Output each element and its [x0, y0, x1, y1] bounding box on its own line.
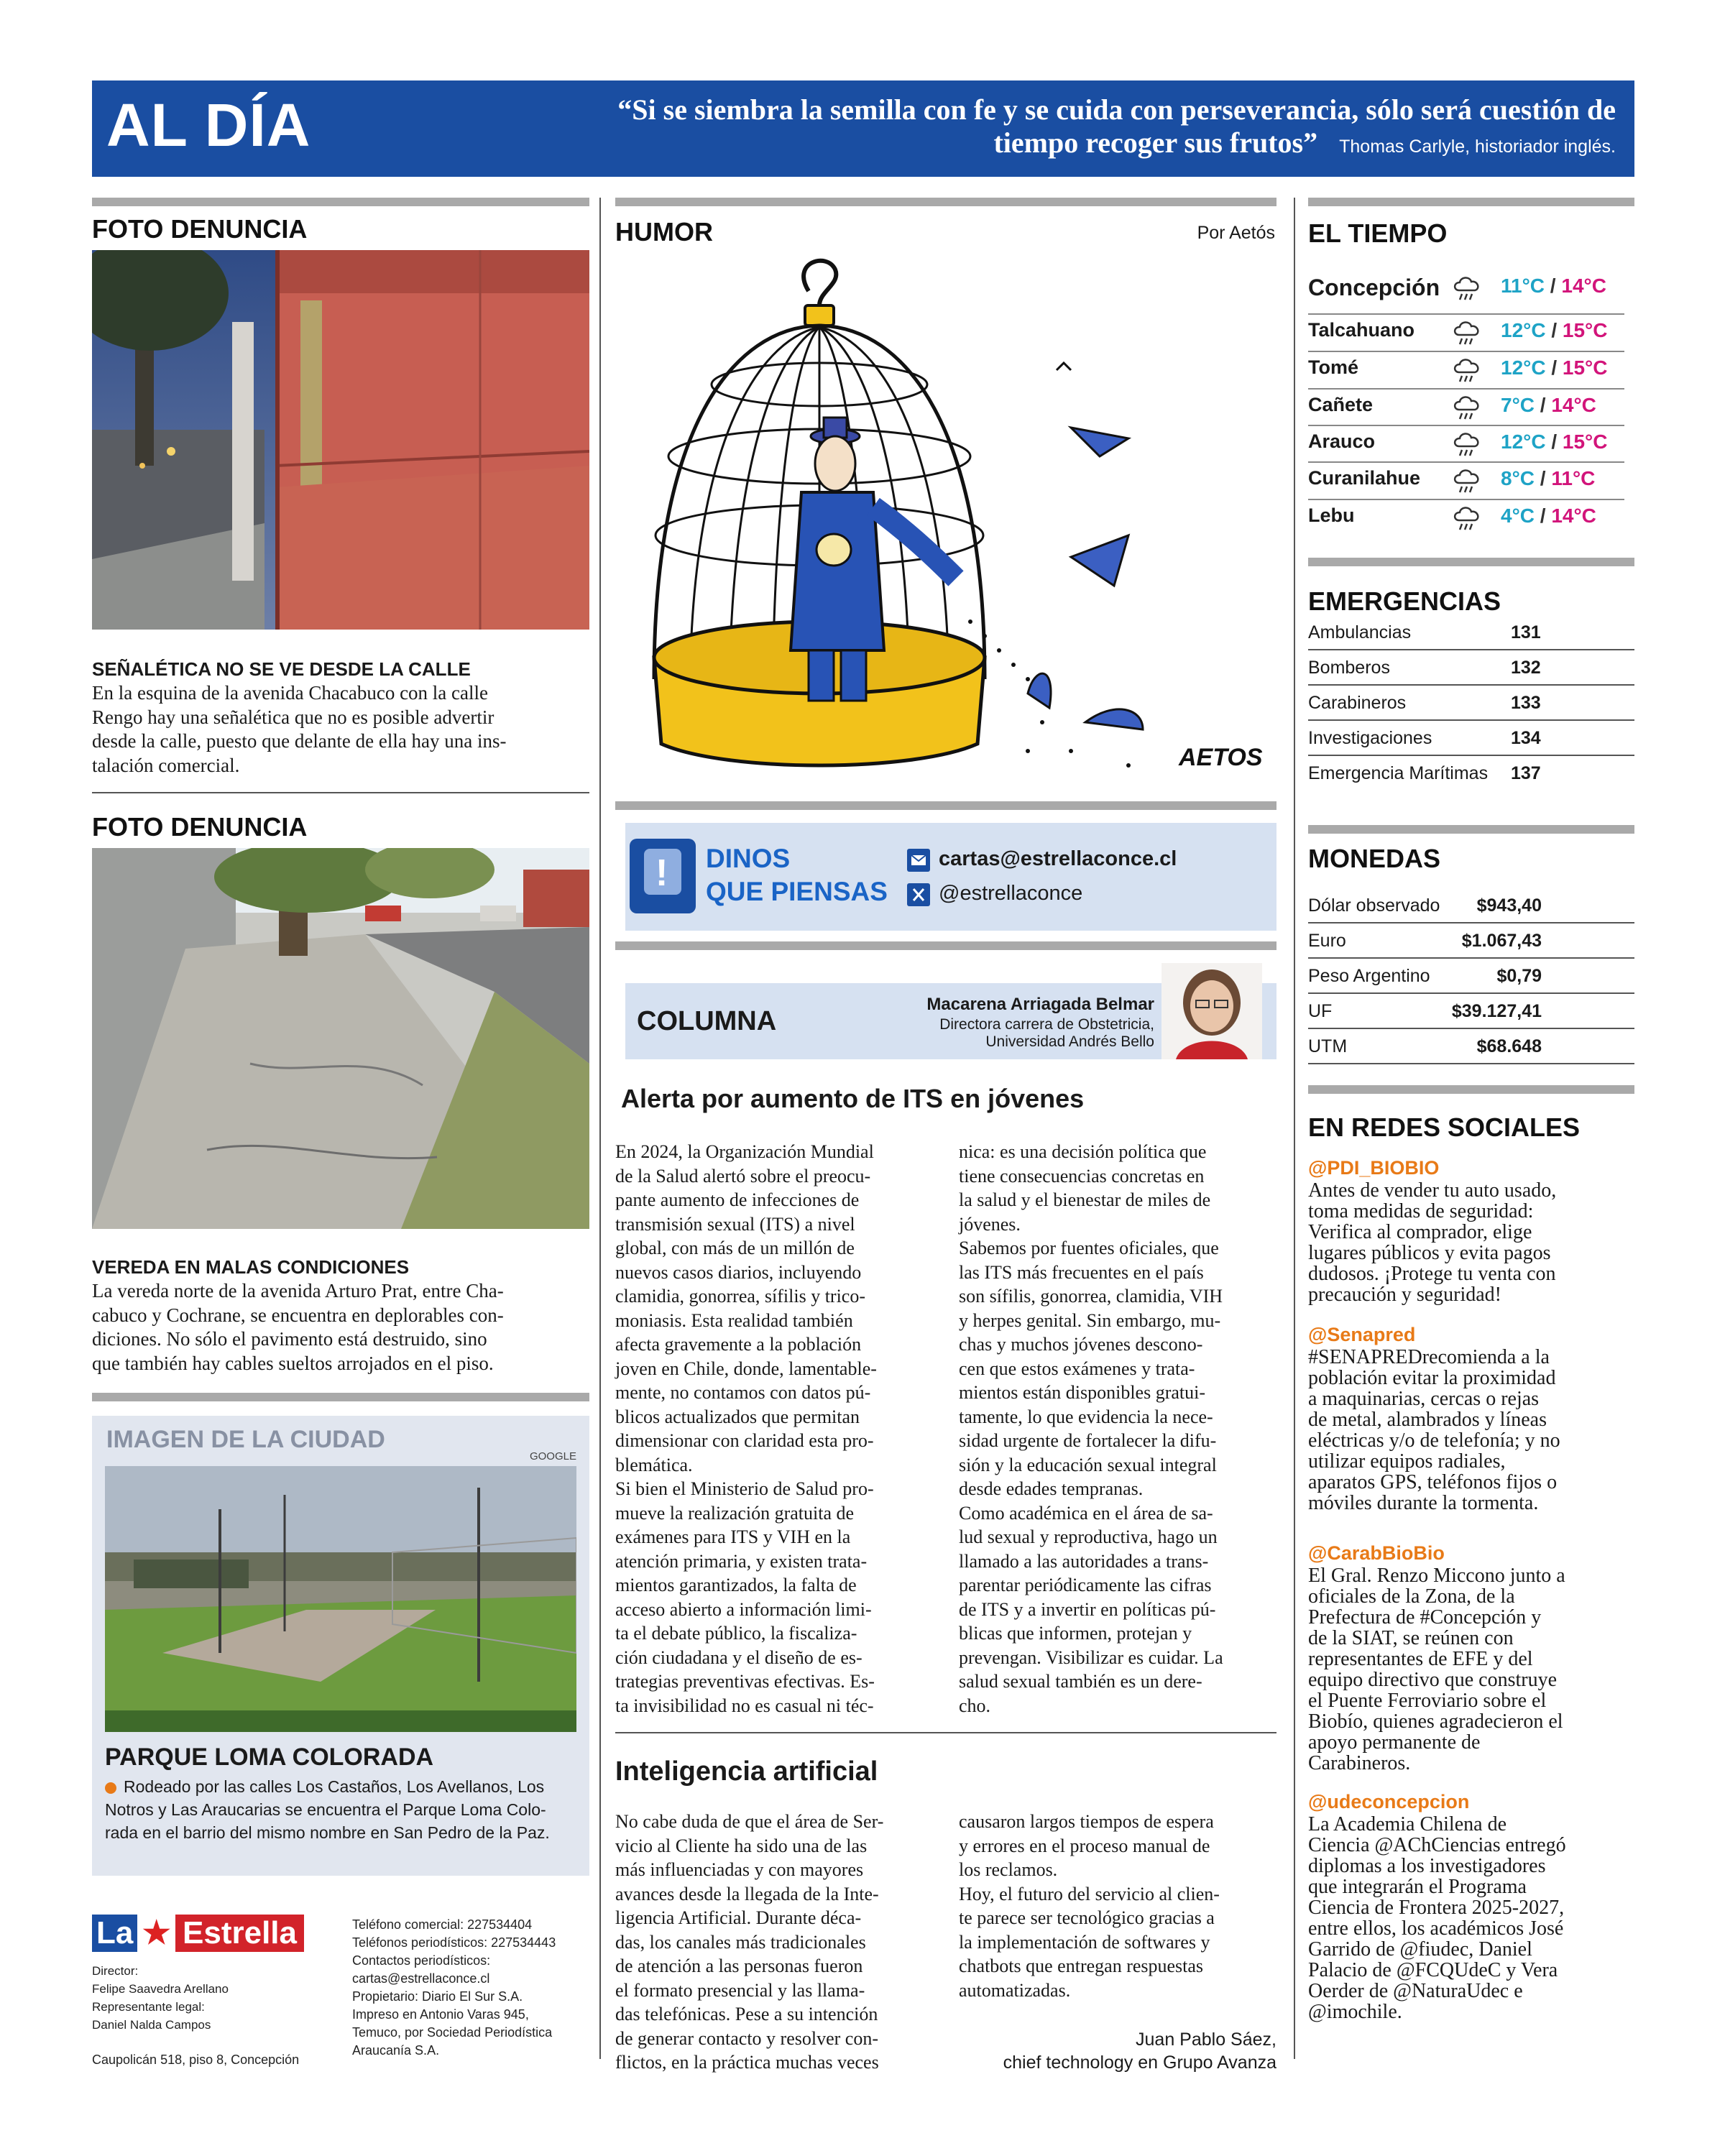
- divider: [615, 1732, 1276, 1733]
- column-text-col2: nica: es una decisión política que tiene consecuencias concretas en la salud y el bienestar de miles de jóvenes. Sabemos por fuentes oficiales, que las ITS más frecuentes en el país son sífilis, gonorrea, clamidia, VIH y herpes genital. Sin embargo, mu- chas y muchos jóvenes descono- cen que estos exámenes y trata- mientos están disponibles gratui- tamente, lo que evidencia la nece- sidad urgente de fortalecer la difu- sión y la educación sexual integral desde edades tempranas. Como académica en el área de sa- lud sexual y reproductiva, hago un llamado a las autoridades a trans- parentar periódicamente las cifras de ITS y a invertir en políticas pú- blicas que informen, protejan y prevengan. Visibilizar es cuidar. La salud sexual también es un dere- cho.: [959, 1141, 1223, 1716]
- row-divider: [1308, 755, 1634, 756]
- temp-max: 14°C: [1561, 275, 1606, 297]
- rain-cloud-icon: [1452, 392, 1484, 425]
- row-divider: [1308, 719, 1634, 721]
- cartoon-illustration: [625, 248, 1272, 780]
- temp-min: 12°C: [1501, 430, 1546, 453]
- column-rule: [1308, 825, 1634, 834]
- weather-temps: [1501, 356, 1607, 379]
- temp-separator: /: [1545, 275, 1562, 297]
- column-title: Alerta por aumento de ITS en jóvenes: [621, 1084, 1085, 1113]
- humor-heading: HUMOR: [615, 217, 713, 247]
- column-rule: [1308, 198, 1634, 206]
- photo-caption: La vereda norte de la avenida Arturo Prat, entre Cha- cabuco y Cochrane, se encuentra en deplorables con- diciones. No sólo el pavimento está destruido, sino que también hay cables sueltos arrojados en el piso.: [92, 1280, 504, 1374]
- columnist-name: Macarena Arriagada Belmar: [926, 995, 1154, 1014]
- temp-min: 11°C: [1501, 275, 1545, 297]
- emergency-service: Carabineros: [1308, 693, 1407, 713]
- star-icon: ★: [142, 1915, 171, 1950]
- column-rule: [1308, 1085, 1634, 1094]
- column-rule: [92, 1393, 589, 1401]
- currency-value: $943,40: [1476, 895, 1542, 916]
- emergency-number: 134: [1511, 728, 1541, 748]
- sidewalk-photo: [92, 848, 589, 1229]
- column-rule: [1308, 558, 1634, 566]
- row-divider: [1308, 922, 1634, 923]
- temp-separator: /: [1535, 467, 1552, 489]
- temp-min: 12°C: [1501, 356, 1546, 379]
- section-title: AL DÍA: [106, 91, 311, 159]
- redes-heading: EN REDES SOCIALES: [1308, 1112, 1581, 1142]
- column-rule: [92, 198, 589, 206]
- currency-value: $39.127,41: [1451, 1001, 1542, 1021]
- social-handle[interactable]: @udeconcepcion: [1308, 1791, 1470, 1812]
- quote-text: “Si se siembra la semilla con fe y se cuida con perseverancia, sólo será cuestión de tiempo recoger sus frutos”: [617, 93, 1616, 159]
- emergency-service: Bomberos: [1308, 658, 1390, 678]
- emergency-service: Investigaciones: [1308, 728, 1432, 748]
- emergency-number: 131: [1511, 622, 1541, 642]
- temp-min: 8°C: [1501, 467, 1535, 489]
- foto-denuncia-heading: FOTO DENUNCIA: [92, 214, 308, 244]
- social-handle[interactable]: @Senapred: [1308, 1324, 1416, 1345]
- column-rule: [615, 198, 1276, 206]
- temp-max: 14°C: [1551, 394, 1596, 416]
- letters-title-2: QUE PIENSAS: [706, 877, 888, 906]
- row-divider: [1308, 649, 1634, 650]
- temp-max: 11°C: [1551, 467, 1596, 489]
- weather-temps: [1501, 505, 1596, 528]
- row-divider: [1308, 499, 1624, 500]
- city-image-box: [92, 1416, 589, 1876]
- temp-min: 7°C: [1501, 394, 1535, 416]
- photo-caption: En la esquina de la avenida Chacabuco con la calle Rengo hay una señalética que no es posible advertir desde la calle, puesto que delante de ella hay una ins- talación comercial.: [92, 682, 507, 776]
- photo-headline: VEREDA EN MALAS CONDICIONES: [92, 1256, 410, 1278]
- currency-name: Peso Argentino: [1308, 966, 1430, 986]
- foto-denuncia-heading: FOTO DENUNCIA: [92, 812, 308, 842]
- letters-box: [625, 823, 1276, 931]
- weather-temps: [1501, 319, 1607, 342]
- weather-city-name: Lebu: [1308, 505, 1355, 526]
- temp-separator: /: [1545, 356, 1563, 379]
- column-text-col1: En 2024, la Organización Mundial de la Salud alertó sobre el preocu- pante aumento de infecciones de transmisión sexual (ITS) a nivel global, con más de un millón de nuevos casos diarios, incluyendo clamidia, gonorrea, sífilis y trico- moniasis. Esta realidad también afecta gravemente a la población joven en Chile, donde, lamentable- mente, no contamos con datos pú- blicos actualizados que permitan dimensionar con claridad esta pro- blemática. Si bien el Ministerio de Salud pro- mueve la realización gratuita de exámenes para ITS y VIH en la atención primaria, y existen trata- mientos garantizados, la falta de acceso abierto a información limi- ta el debate público, la fiscaliza- ción ciudadana y el diseño de es- trategias preventivas efectivas. Es- ta invisibilidad no es casual ni téc-: [615, 1141, 877, 1716]
- logo-estrella: Estrella: [175, 1915, 304, 1952]
- rain-cloud-icon: [1452, 503, 1484, 535]
- columnist-role-2: Universidad Andrés Bello: [985, 1033, 1154, 1050]
- logo-la: La: [92, 1915, 137, 1952]
- temp-min: 12°C: [1501, 319, 1546, 341]
- weather-temps: [1501, 394, 1596, 417]
- staff-info: Director: Felipe Saavedra Arellano Representante legal: Daniel Nalda Campos: [92, 1964, 229, 2032]
- currency-name: UTM: [1308, 1036, 1348, 1056]
- temp-max: 15°C: [1562, 319, 1608, 341]
- weather-city-name: Cañete: [1308, 394, 1374, 415]
- row-divider: [1308, 957, 1634, 959]
- letters-title-1: DINOS: [706, 844, 791, 873]
- row-divider: [1308, 684, 1634, 686]
- temp-separator: /: [1545, 319, 1563, 341]
- social-handle[interactable]: @PDI_BIOBIO: [1308, 1157, 1440, 1179]
- column-divider: [1294, 198, 1295, 2059]
- city-place-title: PARQUE LOMA COLORADA: [105, 1743, 434, 1771]
- columna-heading: COLUMNA: [637, 1006, 777, 1036]
- cartoon-signature: AETOS: [1179, 744, 1263, 771]
- temp-max: 14°C: [1551, 505, 1596, 527]
- emergency-number: 132: [1511, 658, 1541, 678]
- rain-cloud-icon: [1452, 429, 1484, 461]
- column-rule: [615, 801, 1276, 810]
- currency-name: UF: [1308, 1001, 1333, 1021]
- emergency-service: Emergencia Marítimas: [1308, 763, 1489, 783]
- emergency-number: 137: [1511, 763, 1541, 783]
- weather-city-name: Talcahuano: [1308, 319, 1415, 341]
- social-post-text: #SENAPREDrecomienda a la población evitar la proximidad a maquinarias, cercas o rejas de metal, alambrados y líneas eléctricas y/o de telefonía; y no utilizar equipos radiales, aparatos GPS, teléfonos fijos o móviles durante la tormenta.: [1308, 1346, 1560, 1514]
- email-icon: [907, 849, 930, 872]
- row-divider: [1308, 351, 1624, 352]
- x-twitter-icon: [907, 883, 930, 906]
- weather-city-name: Concepción: [1308, 275, 1440, 300]
- emergency-service: Ambulancias: [1308, 622, 1412, 642]
- temp-separator: /: [1535, 505, 1552, 527]
- temp-separator: /: [1535, 394, 1552, 416]
- row-divider: [1308, 425, 1624, 426]
- exclamation-icon: !: [630, 839, 696, 913]
- social-post-text: La Academia Chilena de Ciencia @AChCiencias entregó diplomas a los investigadores que integrarán el Programa Ciencia de Frontera 2025-2027, entre ellos, los académicos José Garrido de @fiudec, Daniel Palacio de @FCQUdeC y Vera Oerder de @NaturaUdec e @imochile.: [1308, 1813, 1566, 2023]
- ia-author: Juan Pablo Sáez,: [1136, 2030, 1276, 2050]
- row-divider: [1308, 388, 1624, 390]
- humor-byline: Por Aetós: [1197, 223, 1275, 243]
- currency-name: Dólar observado: [1308, 895, 1440, 916]
- temp-max: 15°C: [1562, 356, 1608, 379]
- rain-cloud-icon: [1452, 318, 1484, 350]
- divider: [92, 792, 589, 793]
- contact-info: Teléfono comercial: 227534404 Teléfonos periodísticos: 227534443 Contactos periodísticos: cartas@estrellaconce.cl Propietario: Diario El Sur S.A. Impreso en Antonio Varas 945, Temuco, por Sociedad Periodística Araucanía S.A.: [352, 1917, 556, 2058]
- temp-min: 4°C: [1501, 505, 1535, 527]
- emergencias-heading: EMERGENCIAS: [1308, 586, 1501, 616]
- monedas-heading: MONEDAS: [1308, 844, 1441, 873]
- rain-cloud-icon: [1452, 466, 1484, 498]
- row-divider: [1308, 461, 1624, 463]
- quote-author: Thomas Carlyle, historiador inglés.: [1339, 137, 1616, 157]
- currency-value: $0,79: [1496, 966, 1542, 986]
- address: Caupolicán 518, piso 8, Concepción: [92, 2053, 300, 2067]
- rain-cloud-icon: [1452, 273, 1484, 305]
- emergency-number: 133: [1511, 693, 1541, 713]
- photo-credit: GOOGLE: [529, 1450, 576, 1462]
- letters-email[interactable]: cartas@estrellaconce.cl: [939, 847, 1177, 870]
- social-handle[interactable]: @CarabBioBio: [1308, 1542, 1445, 1564]
- photo-headline: SEÑALÉTICA NO SE VE DESDE LA CALLE: [92, 658, 471, 680]
- park-photo: [105, 1466, 576, 1732]
- weather-heading: EL TIEMPO: [1308, 218, 1448, 248]
- currency-value: $1.067,43: [1461, 931, 1542, 951]
- section-banner: [92, 80, 1634, 177]
- ia-text-col1: No cabe duda de que el área de Ser- vicio al Cliente ha sido una de las más influenciadas y con mayores avances desde la llegada de la Inte- ligencia Artificial. Durante déca- das, los canales más tradicionales de atención a las personas fueron el formato presencial y las llama- das telefónicas. Pese a su intención de generar contacto y resolver con- flictos, en la práctica muchas veces: [615, 1811, 884, 2073]
- street-sign-photo: [92, 250, 589, 630]
- ia-text-col2: causaron largos tiempos de espera y errores en el proceso manual de los reclamos. Hoy, el futuro del servicio al clien- te parece ser tecnológico gracias a la implementación de softwares y chatbots que entregan respuestas automatizadas.: [959, 1811, 1220, 2001]
- temp-max: 15°C: [1562, 430, 1608, 453]
- column-divider: [599, 198, 601, 2059]
- row-divider: [1308, 1028, 1634, 1029]
- letters-twitter[interactable]: @estrellaconce: [939, 882, 1083, 905]
- currency-value: $68.648: [1476, 1036, 1542, 1056]
- city-section-heading: IMAGEN DE LA CIUDAD: [106, 1426, 385, 1453]
- ia-title: Inteligencia artificial: [615, 1756, 878, 1787]
- rain-cloud-icon: [1452, 355, 1484, 387]
- currency-name: Euro: [1308, 931, 1346, 951]
- weather-city-name: Tomé: [1308, 356, 1359, 378]
- row-divider: [1308, 313, 1624, 315]
- temp-separator: /: [1545, 430, 1563, 453]
- header-quote: [610, 93, 1616, 160]
- social-post-text: El Gral. Renzo Miccono junto a oficiales de la Zona, de la Prefectura de #Concepción y de la SIAT, se reúnen con representantes de EFE y del equipo directivo que construye el Puente Ferroviario sobre el Biobío, quienes agradecieron el apoyo permanente de Carabineros.: [1308, 1565, 1565, 1774]
- weather-temps: [1501, 467, 1595, 490]
- social-post-text: Antes de vender tu auto usado, toma medidas de seguridad: Verifica al comprador, elige lugares públicos y evita pagos dudosos. ¡Protege tu venta con precaución y seguridad!: [1308, 1179, 1557, 1306]
- weather-temps: [1501, 430, 1607, 453]
- ia-author-role: chief technology en Grupo Avanza: [1003, 2053, 1276, 2073]
- row-divider: [1308, 992, 1634, 994]
- weather-city-name: Curanilahue: [1308, 467, 1421, 489]
- row-divider: [1308, 1063, 1634, 1064]
- columnist-role-1: Directora carrera de Obstetricia,: [939, 1016, 1154, 1033]
- column-rule: [615, 941, 1276, 950]
- city-caption: Rodeado por las calles Los Castaños, Los Avellanos, Los Notros y Las Araucarias se encuentra el Parque Loma Colo- rada en el barrio del mismo nombre en San Pedro de la Paz.: [105, 1777, 550, 1842]
- weather-temps: [1501, 275, 1606, 298]
- columnist-portrait: [1162, 963, 1262, 1059]
- weather-city-name: Arauco: [1308, 430, 1376, 452]
